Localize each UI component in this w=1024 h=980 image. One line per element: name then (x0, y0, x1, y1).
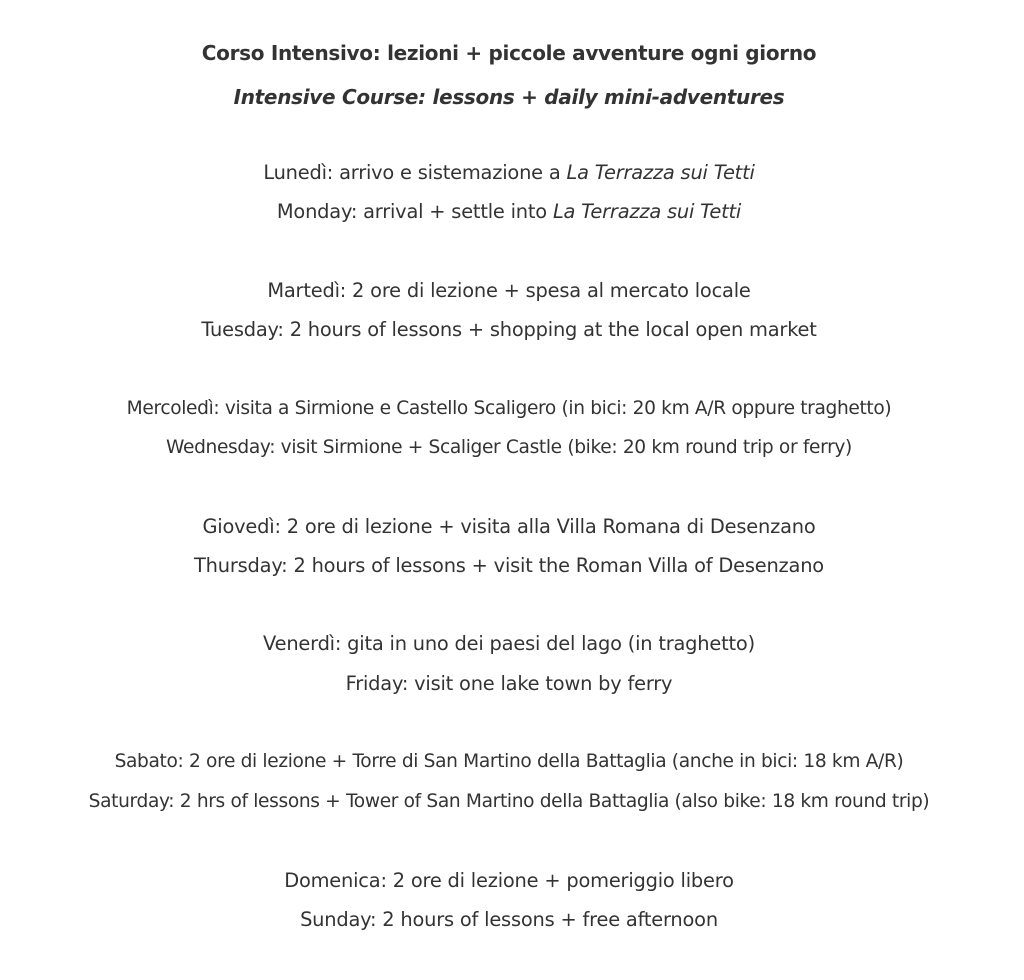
day-saturday-italian: Sabato: 2 ore di lezione + Torre di San Martino della Battaglia (anche in bici: 18 km A/R) (114, 751, 904, 772)
day-tuesday-english: Tuesday: 2 hours of lessons + shopping at the local open market (201, 318, 817, 341)
day-monday-english-place: La Terrazza sui Tetti (552, 200, 742, 223)
day-thursday-english: Thursday: 2 hours of lessons + visit the Roman Villa of Desenzano (194, 554, 824, 577)
day-sunday-english: Sunday: 2 hours of lessons + free afternoon (300, 908, 718, 931)
day-monday-italian-place: La Terrazza sui Tetti (566, 161, 755, 184)
day-monday-english (0, 199, 1018, 225)
day-wednesday-english: Wednesday: visit Sirmione + Scaliger Castle (bike: 20 km round trip or ferry) (166, 437, 852, 458)
day-monday-italian (0, 160, 1018, 186)
day-friday-english: Friday: visit one lake town by ferry (345, 672, 673, 695)
page-title: Corso Intensivo: lezioni + piccole avventure ogni giorno (201, 41, 817, 65)
day-friday-italian: Venerdì: gita in uno dei paesi del lago (in traghetto) (263, 632, 755, 655)
day-monday-english-text: Monday: arrival + settle into (276, 200, 553, 223)
day-wednesday-italian: Mercoledì: visita a Sirmione e Castello Scaligero (in bici: 20 km A/R oppure traghetto) (126, 398, 892, 419)
day-monday-italian-text: Lunedì: arrivo e sistemazione a (263, 161, 567, 184)
page-subtitle: Intensive Course: lessons + daily mini-adventures (233, 85, 785, 109)
day-thursday-italian: Giovedì: 2 ore di lezione + visita alla Villa Romana di Desenzano (202, 515, 816, 538)
day-saturday-english: Saturday: 2 hrs of lessons + Tower of San Martino della Battaglia (also bike: 18 km round trip) (88, 791, 930, 812)
day-tuesday-italian: Martedì: 2 ore di lezione + spesa al mercato locale (267, 279, 751, 302)
day-sunday-italian: Domenica: 2 ore di lezione + pomeriggio libero (284, 869, 734, 892)
